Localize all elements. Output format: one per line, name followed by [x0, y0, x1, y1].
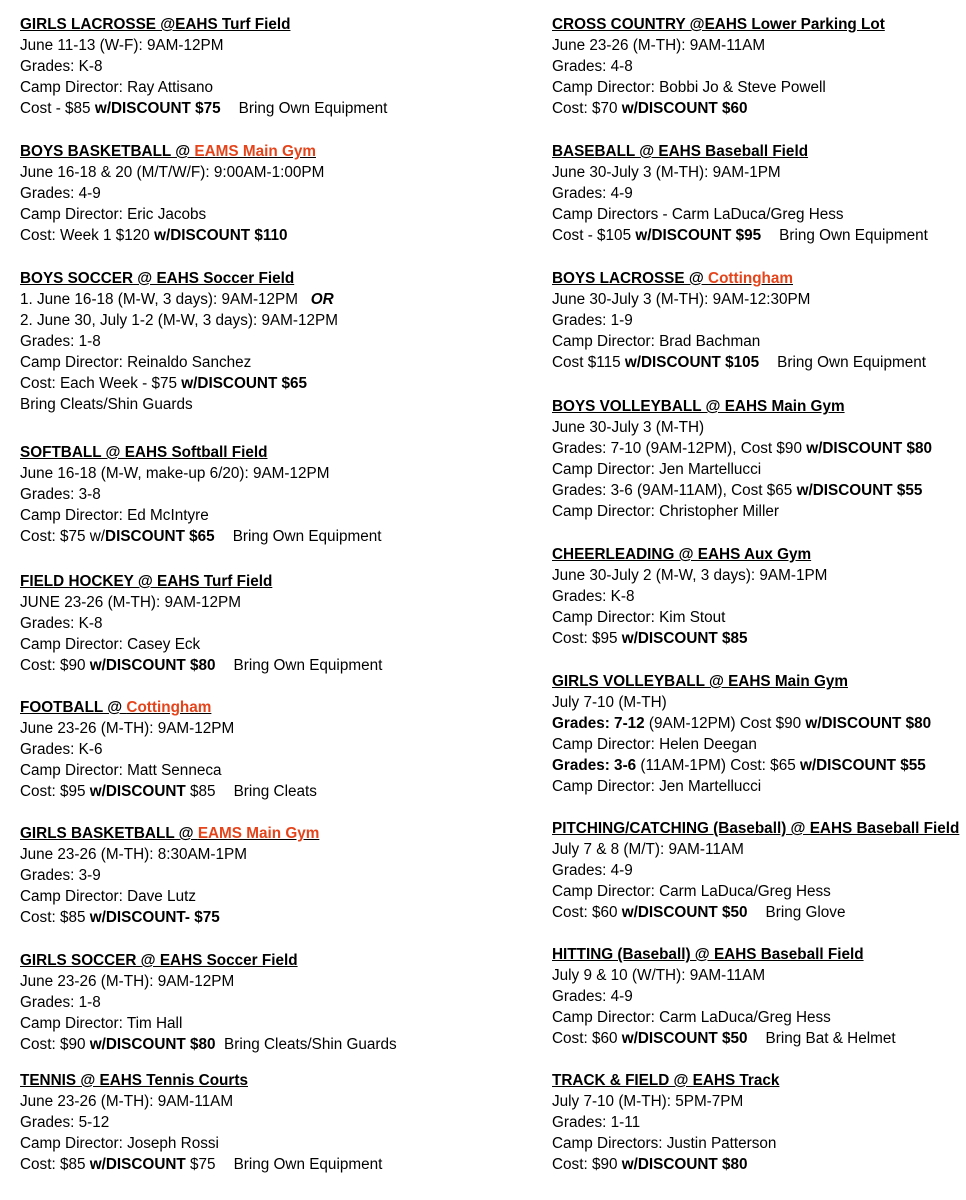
- camp-grades: Grades: 3-9: [20, 867, 101, 884]
- camp-equipment-note: Bring Own Equipment: [777, 354, 926, 371]
- camp-equipment-note: Bring Cleats: [233, 783, 317, 800]
- camp-grades: Grades: 4-9: [552, 988, 633, 1005]
- camp-date: June 30-July 2 (M-W, 3 days): 9AM-1PM: [552, 567, 828, 584]
- camp-director: Camp Director: Carm LaDuca/Greg Hess: [552, 1009, 831, 1026]
- camp-title: GIRLS BASKETBALL @ EAMS Main Gym: [20, 825, 320, 842]
- camp-equipment-note: Bring Own Equipment: [238, 100, 388, 117]
- camp-title: GIRLS SOCCER @ EAHS Soccer Field: [20, 952, 298, 969]
- camp-cost: Cost: $60 w/DISCOUNT $50 Bring Glove: [552, 904, 846, 921]
- camp-date: July 9 & 10 (W/TH): 9AM-11AM: [552, 967, 766, 984]
- camp-title: BOYS LACROSSE @ Cottingham: [552, 270, 793, 287]
- camp-date: June 30-July 3 (M-TH): 9AM-1PM: [552, 164, 781, 181]
- camp-field-hockey: [20, 571, 382, 676]
- camp-date: July 7-10 (M-TH): [552, 694, 667, 711]
- camp-girls-lacrosse: [20, 14, 387, 119]
- camp-director: Camp Director: Kim Stout: [552, 609, 726, 626]
- camp-title: GIRLS VOLLEYBALL @ EAHS Main Gym: [552, 673, 848, 690]
- camp-cost: Cost $115 w/DISCOUNT $105 Bring Own Equipment: [552, 354, 926, 371]
- camp-date: June 30-July 3 (M-TH): 9AM-12:30PM: [552, 291, 811, 308]
- camp-director: Camp Directors - Carm LaDuca/Greg Hess: [552, 206, 844, 223]
- camp-girls-basketball: [20, 823, 319, 928]
- camp-director: Camp Director: Carm LaDuca/Greg Hess: [552, 883, 831, 900]
- camp-director: Camp Director: Jen Martellucci: [552, 461, 762, 478]
- camp-grades-cost: Grades: 3-6 (9AM-11AM), Cost $65 w/DISCOUNT $55: [552, 482, 923, 499]
- camp-date: June 23-26 (M-TH): 9AM-11AM: [552, 37, 766, 54]
- camp-pitching-catching: [552, 818, 959, 923]
- camp-girls-volleyball: [552, 671, 931, 797]
- camp-date: June 23-26 (M-TH): 9AM-12PM: [20, 720, 235, 737]
- camp-cost: Cost: $95 w/DISCOUNT $85: [552, 630, 748, 647]
- camp-date: July 7-10 (M-TH): 5PM-7PM: [552, 1093, 744, 1110]
- camp-boys-lacrosse: [552, 268, 926, 373]
- camp-equipment-note: Bring Own Equipment: [779, 227, 928, 244]
- camp-football: [20, 697, 317, 802]
- camp-equipment-note: Bring Bat & Helmet: [765, 1030, 896, 1047]
- camp-location-highlight: EAMS Main Gym: [197, 825, 320, 842]
- camp-baseball: [552, 141, 928, 246]
- camp-grades: Grades: 1-8: [20, 333, 101, 350]
- camp-cost: Cost: $70 w/DISCOUNT $60: [552, 100, 748, 117]
- camp-grades-cost: Grades: 7-10 (9AM-12PM), Cost $90 w/DISCOUNT $80: [552, 440, 933, 457]
- camp-cost: Cost: $90 w/DISCOUNT $80 Bring Cleats/Shin Guards: [20, 1036, 397, 1053]
- camp-softball: [20, 442, 381, 547]
- camp-cross-country: [552, 14, 885, 119]
- camp-director: Camp Directors: Justin Patterson: [552, 1135, 777, 1152]
- camp-grades: Grades: K-8: [20, 58, 103, 75]
- camp-director: Camp Director: Brad Bachman: [552, 333, 761, 350]
- camp-boys-soccer: [20, 268, 338, 415]
- camp-location-highlight: EAMS Main Gym: [194, 143, 316, 160]
- camp-tennis: [20, 1070, 382, 1175]
- camp-girls-soccer: [20, 950, 397, 1055]
- camp-date: June 30-July 3 (M-TH): [552, 419, 705, 436]
- camp-cost: Cost: $90 w/DISCOUNT $80: [552, 1156, 748, 1173]
- camp-director: Camp Director: Reinaldo Sanchez: [20, 354, 252, 371]
- camp-date: June 16-18 & 20 (M/T/W/F): 9:00AM-1:00PM: [20, 164, 325, 181]
- camp-title: BASEBALL @ EAHS Baseball Field: [552, 143, 809, 160]
- camp-date: June 23-26 (M-TH): 9AM-12PM: [20, 973, 235, 990]
- camp-cost: Cost: Each Week - $75 w/DISCOUNT $65: [20, 375, 308, 392]
- camp-grades: Grades: 4-9: [552, 862, 633, 879]
- camp-location-highlight: Cottingham: [708, 270, 793, 287]
- camp-grades: Grades: 4-8: [552, 58, 633, 75]
- camp-equipment-note: Bring Cleats/Shin Guards: [20, 396, 193, 413]
- camp-grades: Grades: K-8: [552, 588, 635, 605]
- camp-director: Camp Director: Dave Lutz: [20, 888, 196, 905]
- camp-cost: Cost: $85 w/DISCOUNT $75 Bring Own Equipment: [20, 1156, 383, 1173]
- camp-equipment-note: Bring Own Equipment: [233, 1156, 383, 1173]
- camp-cost: Cost: $60 w/DISCOUNT $50 Bring Bat & Helmet: [552, 1030, 896, 1047]
- camp-date: June 11-13 (W-F): 9AM-12PM: [20, 37, 224, 54]
- camp-title: CHEERLEADING @ EAHS Aux Gym: [552, 546, 812, 563]
- camp-equipment-note: Bring Cleats/Shin Guards: [224, 1036, 397, 1053]
- camp-cheerleading: [552, 544, 827, 649]
- camp-option-2: 2. June 30, July 1-2 (M-W, 3 days): 9AM-12PM: [20, 312, 338, 329]
- camp-grades: Grades: K-8: [20, 615, 103, 632]
- camp-director: Camp Director: Christopher Miller: [552, 503, 779, 520]
- camp-title: BOYS VOLLEYBALL @ EAHS Main Gym: [552, 398, 845, 415]
- camp-grades: Grades: 5-12: [20, 1114, 110, 1131]
- camp-option-1: 1. June 16-18 (M-W, 3 days): 9AM-12PM OR: [20, 291, 334, 308]
- camp-date: JUNE 23-26 (M-TH): 9AM-12PM: [20, 594, 241, 611]
- camp-title: GIRLS LACROSSE @EAHS Turf Field: [20, 16, 291, 33]
- camp-grades-cost: Grades: 3-6 (11AM-1PM) Cost: $65 w/DISCOUNT $55: [552, 757, 926, 774]
- camp-director: Camp Director: Eric Jacobs: [20, 206, 207, 223]
- camp-boys-basketball: [20, 141, 324, 246]
- camp-title: FOOTBALL @ Cottingham: [20, 699, 212, 716]
- camp-director: Camp Director: Tim Hall: [20, 1015, 183, 1032]
- camp-cost: Cost: Week 1 $120 w/DISCOUNT $110: [20, 227, 288, 244]
- camp-title: HITTING (Baseball) @ EAHS Baseball Field: [552, 946, 864, 963]
- camp-title: CROSS COUNTRY @EAHS Lower Parking Lot: [552, 16, 885, 33]
- camp-cost: Cost - $105 w/DISCOUNT $95 Bring Own Equipment: [552, 227, 928, 244]
- camp-director: Camp Director: Casey Eck: [20, 636, 201, 653]
- camp-grades-cost: Grades: 7-12 (9AM-12PM) Cost $90 w/DISCOUNT $80: [552, 715, 932, 732]
- camp-director: Camp Director: Bobbi Jo & Steve Powell: [552, 79, 826, 96]
- camp-date: June 23-26 (M-TH): 8:30AM-1PM: [20, 846, 247, 863]
- camp-boys-volleyball: [552, 396, 932, 522]
- camp-cost: Cost: $75 w/DISCOUNT $65 Bring Own Equipment: [20, 528, 382, 545]
- camp-director: Camp Director: Ray Attisano: [20, 79, 213, 96]
- camp-date: July 7 & 8 (M/T): 9AM-11AM: [552, 841, 744, 858]
- camp-cost: Cost: $95 w/DISCOUNT $85 Bring Cleats: [20, 783, 317, 800]
- camp-title: BOYS SOCCER @ EAHS Soccer Field: [20, 270, 295, 287]
- camp-date: June 23-26 (M-TH): 9AM-11AM: [20, 1093, 234, 1110]
- camp-equipment-note: Bring Own Equipment: [232, 528, 382, 545]
- camp-cost: Cost: $85 w/DISCOUNT- $75: [20, 909, 220, 926]
- camp-title: PITCHING/CATCHING (Baseball) @ EAHS Baseball Field: [552, 820, 960, 837]
- camp-grades: Grades: 1-11: [552, 1114, 641, 1131]
- camp-grades: Grades: 1-9: [552, 312, 633, 329]
- camp-director: Camp Director: Joseph Rossi: [20, 1135, 219, 1152]
- camp-grades: Grades: 1-8: [20, 994, 101, 1011]
- camp-title: SOFTBALL @ EAHS Softball Field: [20, 444, 268, 461]
- camp-date: June 16-18 (M-W, make-up 6/20): 9AM-12PM: [20, 465, 330, 482]
- camp-grades: Grades: 3-8: [20, 486, 101, 503]
- camp-director: Camp Director: Jen Martellucci: [552, 778, 762, 795]
- camp-title: FIELD HOCKEY @ EAHS Turf Field: [20, 573, 273, 590]
- camp-hitting: [552, 944, 896, 1049]
- camp-equipment-note: Bring Own Equipment: [233, 657, 383, 674]
- camp-equipment-note: Bring Glove: [765, 904, 846, 921]
- camp-director: Camp Director: Helen Deegan: [552, 736, 757, 753]
- camp-track-field: [552, 1070, 779, 1175]
- camp-grades: Grades: K-6: [20, 741, 103, 758]
- or-label: OR: [310, 291, 334, 308]
- camp-director: Camp Director: Matt Senneca: [20, 762, 222, 779]
- camp-grades: Grades: 4-9: [552, 185, 633, 202]
- camp-cost: Cost - $85 w/DISCOUNT $75 Bring Own Equipment: [20, 100, 388, 117]
- camp-title: BOYS BASKETBALL @ EAMS Main Gym: [20, 143, 316, 160]
- camp-cost: Cost: $90 w/DISCOUNT $80 Bring Own Equipment: [20, 657, 383, 674]
- camp-director: Camp Director: Ed McIntyre: [20, 507, 209, 524]
- camp-grades: Grades: 4-9: [20, 185, 101, 202]
- camp-title: TRACK & FIELD @ EAHS Track: [552, 1072, 780, 1089]
- camp-title: TENNIS @ EAHS Tennis Courts: [20, 1072, 248, 1089]
- camp-location-highlight: Cottingham: [126, 699, 212, 716]
